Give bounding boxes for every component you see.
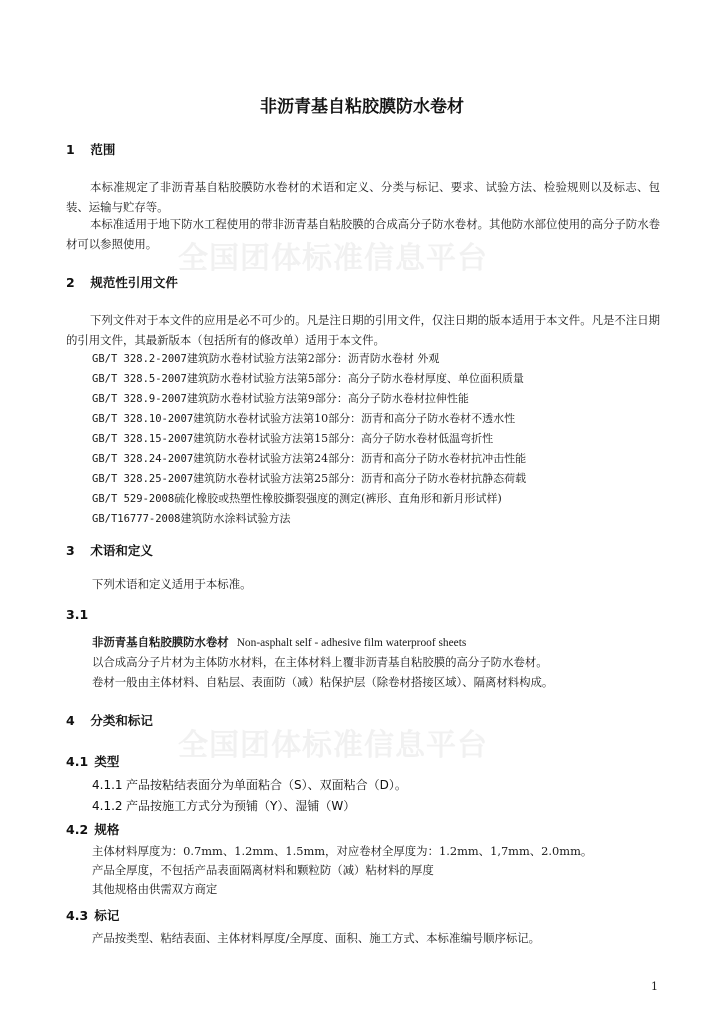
- reference-title: 建筑防水卷材试验方法第2部分：沥青防水卷材 外观: [186, 352, 440, 365]
- term-entry: [92, 634, 466, 650]
- reference-code: GB/T 328.2-2007: [92, 353, 187, 365]
- subsection-title: 标记: [94, 908, 120, 923]
- section-heading: [66, 273, 178, 291]
- spec-line: 产品全厚度，不包括产品表面隔离材料和颗粒防（减）粘材料的厚度: [92, 863, 434, 877]
- marking-line: 产品按类型、粘结表面、主体材料厚度/全厚度、面积、施工方式、本标准编号顺序标记。: [92, 931, 541, 945]
- subsection-heading: [66, 752, 119, 770]
- section-number: 2: [66, 275, 75, 290]
- clause-item: [92, 776, 407, 793]
- spec-line: 主体材料厚度为：0.7mm、1.2mm、1.5mm，对应卷材全厚度为：1.2mm、1,7mm、2.0mm。: [92, 844, 593, 858]
- clause-text: 产品按粘结表面分为单面粘合（S）、双面粘合（D）。: [126, 778, 407, 792]
- section-title: 规范性引用文件: [90, 275, 178, 290]
- reference-code: GB/T 328.15-2007: [92, 433, 194, 445]
- reference-item: [92, 470, 526, 486]
- reference-title: 建筑防水涂料试验方法: [180, 512, 291, 525]
- section-number: 4: [66, 713, 75, 728]
- page-number: 1: [651, 980, 658, 993]
- document-title: 非沥青基自粘胶膜防水卷材: [260, 97, 464, 117]
- reference-item: [92, 350, 439, 366]
- reference-title: 建筑防水卷材试验方法第5部分：高分子防水卷材厚度、单位面积质量: [186, 372, 524, 385]
- reference-title: 建筑防水卷材试验方法第25部分：沥青和高分子防水卷材抗静态荷载: [193, 472, 527, 485]
- scope-paragraph: 本标准适用于地下防水工程使用的带非沥青基自粘胶膜的合成高分子防水卷材。其他防水部位使用的高分子防水卷材可以参照使用。: [66, 217, 660, 251]
- spec-line: 其他规格由供需双方商定: [92, 882, 218, 896]
- terms-intro: 下列术语和定义适用于本标准。: [92, 577, 252, 591]
- reference-item: [92, 450, 526, 466]
- watermark-text: 全国团体标准信息平台: [178, 728, 488, 763]
- section-heading: [66, 140, 115, 158]
- reference-title: 建筑防水卷材试验方法第10部分：沥青和高分子防水卷材不透水性: [193, 412, 516, 425]
- reference-code: GB/T 328.9-2007: [92, 393, 187, 405]
- reference-code: GB/T 328.5-2007: [92, 373, 187, 385]
- subsection-title: 类型: [94, 754, 120, 769]
- clause-text: 产品按施工方式分为预铺（Y）、湿铺（W）: [126, 799, 356, 813]
- reference-item: [92, 510, 291, 526]
- term-definition: 卷材一般由主体材料、自粘层、表面防（减）粘保护层（除卷材搭接区域）、隔离材料构成。: [92, 675, 554, 689]
- section-title: 分类和标记: [90, 713, 153, 728]
- reference-title: 硫化橡胶或热塑性橡胶撕裂强度的测定(裤形、直角形和新月形试样): [174, 492, 502, 505]
- subsection-number: 4.3: [66, 908, 89, 923]
- section-title: 范围: [90, 142, 116, 157]
- clause-number: 4.1.2: [92, 799, 123, 813]
- clause-number: 4.1.1: [92, 778, 123, 792]
- reference-code: GB/T16777-2008: [92, 513, 181, 525]
- subsection-heading: [66, 820, 119, 838]
- reference-code: GB/T 328.25-2007: [92, 473, 194, 485]
- section-number: 1: [66, 142, 75, 157]
- reference-item: [92, 410, 515, 426]
- subsection-number: 3.1: [66, 607, 89, 622]
- clause-item: [92, 797, 355, 814]
- reference-item: [92, 370, 524, 386]
- subsection-heading: [66, 906, 119, 924]
- term-english: Non-asphalt self - adhesive film waterproof sheets: [236, 637, 467, 649]
- reference-item: [92, 490, 502, 506]
- subsection-number: 4.2: [66, 822, 89, 837]
- section-title: 术语和定义: [90, 543, 153, 558]
- section-number: 3: [66, 543, 75, 558]
- section-heading: [66, 711, 153, 729]
- subsection-title: 规格: [94, 822, 120, 837]
- reference-code: GB/T 328.10-2007: [92, 413, 194, 425]
- term-chinese: 非沥青基自粘胶膜防水卷材: [92, 635, 229, 649]
- reference-code: GB/T 529-2008: [92, 493, 175, 505]
- watermark-text: 全国团体标准信息平台: [178, 241, 488, 276]
- reference-title: 建筑防水卷材试验方法第9部分：高分子防水卷材拉伸性能: [186, 392, 469, 405]
- reference-title: 建筑防水卷材试验方法第15部分：高分子防水卷材低温弯折性: [193, 432, 494, 445]
- scope-paragraph: 本标准规定了非沥青基自粘胶膜防水卷材的术语和定义、分类与标记、要求、试验方法、检验规则以及标志、包装、运输与贮存等。: [66, 180, 660, 214]
- references-intro: 下列文件对于本文件的应用是必不可少的。凡是注日期的引用文件，仅注日期的版本适用于本文件。凡是不注日期的引用文件，其最新版本（包括所有的修改单）适用于本文件。: [66, 313, 660, 347]
- reference-title: 建筑防水卷材试验方法第24部分：沥青和高分子防水卷材抗冲击性能: [193, 452, 527, 465]
- reference-item: [92, 430, 493, 446]
- section-heading: [66, 541, 153, 559]
- subsection-number: 4.1: [66, 754, 89, 769]
- reference-item: [92, 390, 469, 406]
- term-definition: 以合成高分子片材为主体防水材料，在主体材料上覆非沥青基自粘胶膜的高分子防水卷材。: [92, 655, 548, 669]
- reference-code: GB/T 328.24-2007: [92, 453, 194, 465]
